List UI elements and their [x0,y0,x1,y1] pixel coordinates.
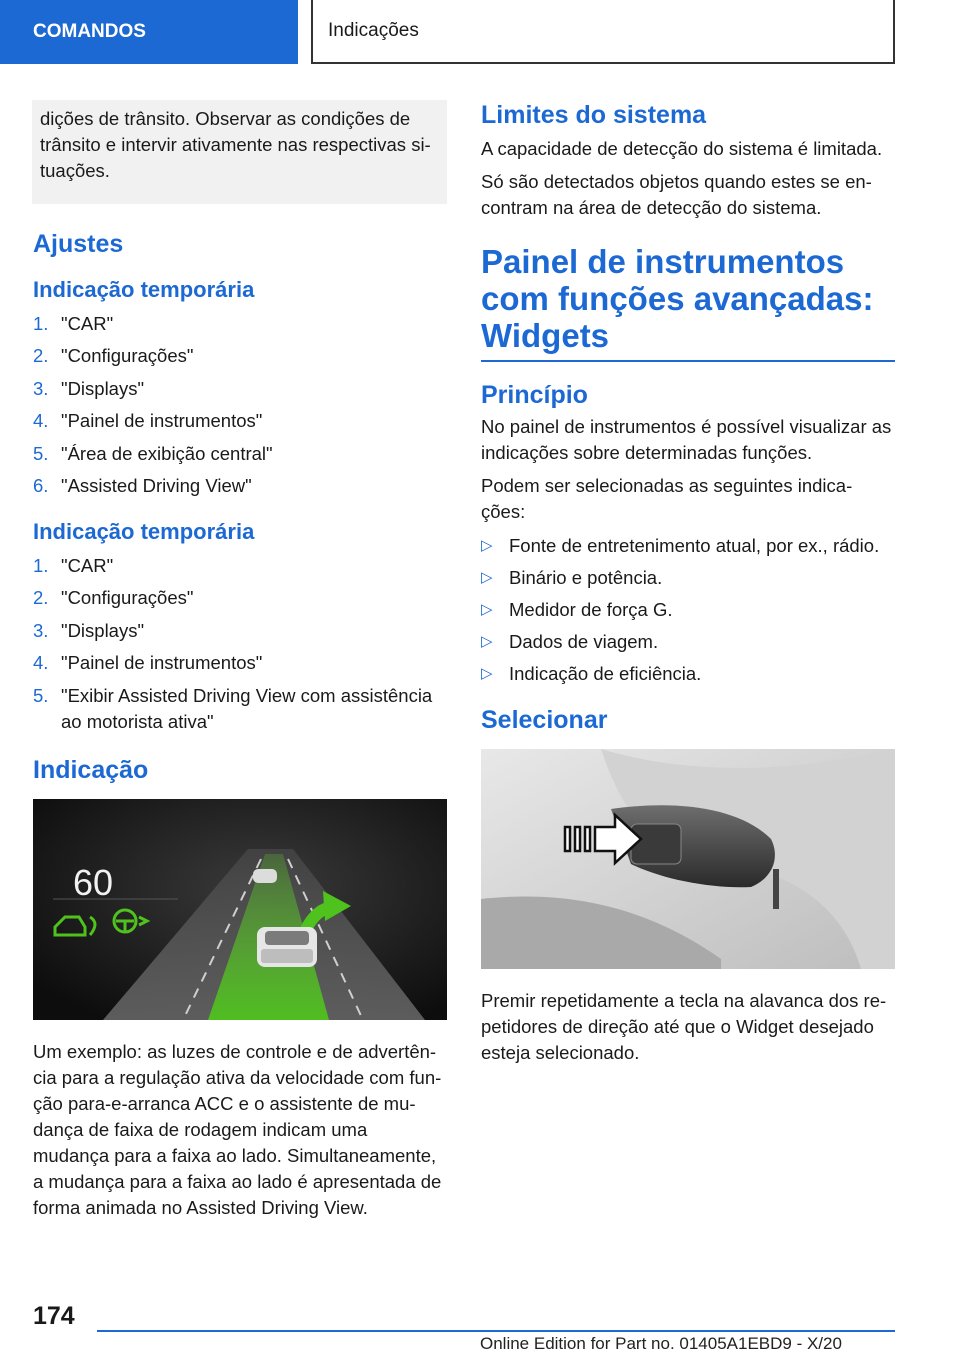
edition-footer: Online Edition for Part no. 01405A1EBD9 - X/20 [480,1334,842,1353]
step-text: "CAR" [61,554,114,576]
page-number: 174 [33,1302,75,1330]
bullet-text: Fonte de entretenimento atual, por ex., rádio. [509,535,880,556]
section-tab [0,0,298,64]
heading-limites: Limites do sistema [481,101,707,129]
triangle-bullet-icon: ▷ [481,633,493,650]
step-number: 3. [33,619,49,641]
step-text: "CAR" [61,313,114,334]
turn-signal-lever-image [481,749,895,969]
steps-list-1 [33,311,447,499]
list-item [33,683,447,735]
step-number: 1. [33,313,49,334]
heading-indicacao-temporaria-1: Indicação temporária [33,277,255,302]
step-text: "Displays" [61,377,145,399]
list-item [33,618,447,644]
step-number: 5. [33,684,49,706]
dashboard-speed: 60 [73,861,114,903]
limits-text-1: A capacidade de detecção do sistema é limitada. [481,138,883,159]
principle-text-2: Podem ser selecionadas as seguintes indica-ções: [481,475,853,522]
step-text: "Painel de instrumentos" [61,410,263,432]
step-text: "Painel de instrumentos" [61,652,263,674]
section-tab-label: COMANDOS [33,21,146,42]
step-number: 6. [33,474,49,496]
triangle-bullet-icon: ▷ [481,569,493,586]
note-text: dições de trânsito. Observar as condições de trânsito e intervir ativamente nas respectivas si-tuações. [40,108,431,181]
step-text: "Displays" [61,619,145,641]
limits-text-2: Só são detectados objetos quando estes se en-contram na área de detecção do sistema. [481,171,872,218]
step-number: 5. [33,442,49,464]
list-item [33,376,447,402]
heading-selecionar: Selecionar [481,706,608,734]
step-text: "Exibir Assisted Driving View com assistência ao motorista ativa" [61,684,433,732]
list-item [481,533,895,559]
step-text: "Área de exibição central" [61,442,273,464]
heading-ajustes: Ajustes [33,230,124,258]
step-text: "Assisted Driving View" [61,474,252,496]
heading-principio: Princípio [481,381,588,409]
step-text: "Configurações" [61,345,194,367]
footer-divider [97,1330,895,1332]
step-number: 3. [33,377,49,399]
list-item [33,585,447,611]
list-item [481,597,895,623]
figure-caption: Um exemplo: as luzes de controle e de advertên-cia para a regulação ativa da velocidade com fun-ção para-e-arranca ACC e o assistente de mu-dança de faixa de rodagem indicam uma mudança para a faixa ao lado. Simultaneamente, a mudança para a faixa ao lado é apresentada de forma animada no Assisted Driving View. [33,1040,442,1218]
list-item [481,629,895,655]
steps-list-2 [33,553,447,735]
heading-painel-widgets: Painel de instrumentos com funções avançadas: Widgets [481,243,895,362]
list-item [33,650,447,676]
bullet-text: Binário e potência. [509,567,663,588]
chapter-title-label: Indicações [328,20,419,41]
list-item [33,553,447,579]
list-item [33,343,447,369]
list-item [33,441,447,467]
step-number: 1. [33,554,49,576]
bullet-text: Indicação de eficiência. [509,663,702,684]
step-number: 4. [33,652,49,674]
triangle-bullet-icon: ▷ [481,665,493,682]
lever-illustration [481,749,895,974]
select-instructions: Premir repetidamente a tecla na alavanca dos re-petidores de direção até que o Widget desejado esteja selecionado. [481,990,887,1063]
step-number: 4. [33,410,49,432]
principle-text-1: No painel de instrumentos é possível visualizar as indicações sobre determinadas funções. [481,416,892,463]
step-number: 2. [33,587,49,609]
list-item [481,565,895,591]
dashboard-illustration [33,799,447,1025]
assisted-driving-view-image [33,799,447,1020]
list-item [33,408,447,434]
note-box [32,100,447,204]
widget-options-list [481,533,895,687]
triangle-bullet-icon: ▷ [481,601,493,618]
heading-indicacao: Indicação [33,755,149,784]
list-item [33,473,447,499]
step-number: 2. [33,345,49,367]
heading-indicacao-temporaria-2: Indicação temporária [33,518,255,544]
chapter-title [311,0,895,64]
triangle-bullet-icon: ▷ [481,537,493,554]
list-item [481,661,895,687]
right-column [481,100,895,1076]
left-column [33,100,447,1231]
bullet-text: Dados de viagem. [509,631,659,652]
step-text: "Configurações" [61,587,194,609]
bullet-text: Medidor de força G. [509,599,673,620]
list-item [33,311,447,337]
